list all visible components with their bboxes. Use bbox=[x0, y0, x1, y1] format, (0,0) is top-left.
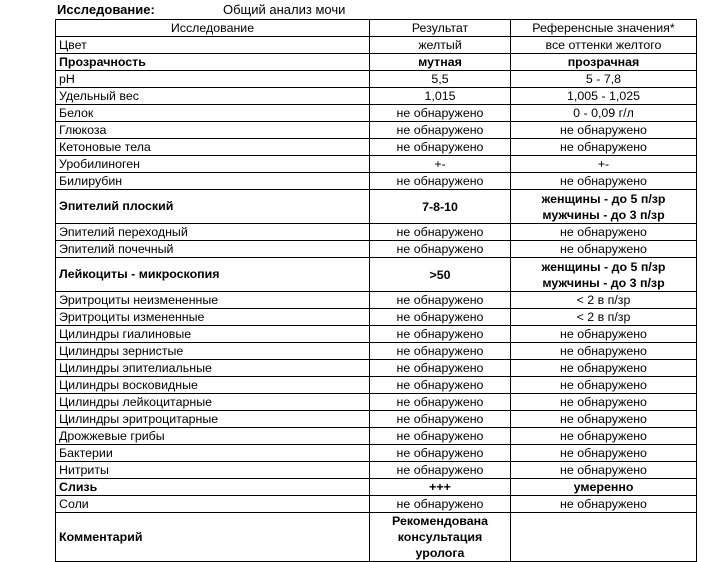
reference-cell bbox=[511, 326, 697, 343]
table-row bbox=[56, 156, 697, 173]
reference-cell bbox=[511, 190, 697, 224]
table-row bbox=[56, 445, 697, 462]
reference-cell-line: мужчины - до 3 п/зр bbox=[542, 207, 665, 222]
reference-cell-line: не обнаружено bbox=[560, 462, 647, 477]
result-cell-line: не обнаружено bbox=[396, 309, 484, 324]
column-header-reference: Референсные значения* bbox=[511, 20, 697, 37]
reference-cell-line: 0 - 0,09 г/л bbox=[573, 105, 634, 120]
study-label: Исследование: bbox=[57, 2, 155, 17]
table-row bbox=[56, 326, 697, 343]
reference-cell bbox=[511, 411, 697, 428]
test-name-cell: Эпителий переходный bbox=[56, 224, 370, 241]
reference-cell-line: не обнаружено bbox=[560, 326, 647, 341]
result-cell bbox=[370, 394, 511, 411]
result-cell-line: не обнаружено bbox=[396, 326, 484, 341]
reference-cell-line: женщины - до 5 п/зр bbox=[541, 259, 666, 274]
table-row bbox=[56, 360, 697, 377]
reference-cell-line: +- bbox=[597, 156, 610, 171]
test-name-cell: Бактерии bbox=[56, 445, 370, 462]
result-cell-line: желтый bbox=[418, 37, 462, 52]
table-row bbox=[56, 394, 697, 411]
result-cell bbox=[370, 258, 511, 292]
reference-cell bbox=[511, 479, 697, 496]
result-cell-line: не обнаружено bbox=[396, 377, 484, 392]
result-cell-line: +- bbox=[434, 156, 446, 171]
result-cell-line: не обнаружено bbox=[396, 224, 484, 239]
result-cell bbox=[370, 462, 511, 479]
test-name-cell: Белок bbox=[56, 105, 370, 122]
result-cell-line: не обнаружено bbox=[396, 241, 484, 256]
result-cell bbox=[370, 445, 511, 462]
table-row bbox=[56, 258, 697, 292]
result-cell-line: мутная bbox=[418, 54, 462, 69]
results-table bbox=[55, 19, 697, 562]
result-cell-line: 1,015 bbox=[424, 88, 456, 103]
table-row bbox=[56, 88, 697, 105]
reference-cell bbox=[511, 241, 697, 258]
table-body bbox=[56, 37, 697, 562]
result-cell bbox=[370, 241, 511, 258]
result-cell-line: Рекомендована bbox=[392, 514, 488, 528]
reference-cell-line: не обнаружено bbox=[560, 173, 647, 188]
test-name-cell: Дрожжевые грибы bbox=[56, 428, 370, 445]
table-row bbox=[56, 513, 697, 562]
test-name-cell: Слизь bbox=[56, 479, 370, 496]
reference-cell bbox=[511, 88, 697, 105]
test-name-cell: Глюкоза bbox=[56, 122, 370, 139]
result-cell-line: не обнаружено bbox=[396, 122, 484, 137]
reference-cell-line: не обнаружено bbox=[560, 122, 647, 137]
reference-cell bbox=[511, 105, 697, 122]
result-cell-line: >50 bbox=[429, 267, 451, 282]
result-cell bbox=[370, 479, 511, 496]
test-name-cell: Кетоновые тела bbox=[56, 139, 370, 156]
table-row bbox=[56, 122, 697, 139]
reference-cell bbox=[511, 37, 697, 54]
reference-cell-line: прозрачная bbox=[567, 54, 640, 69]
test-name-cell: Эритроциты неизмененные bbox=[56, 292, 370, 309]
result-cell bbox=[370, 190, 511, 224]
result-cell bbox=[370, 71, 511, 88]
result-cell-line: не обнаружено bbox=[396, 411, 484, 426]
reference-cell bbox=[511, 309, 697, 326]
test-name-cell: Соли bbox=[56, 496, 370, 513]
result-cell bbox=[370, 122, 511, 139]
table-row bbox=[56, 190, 697, 224]
result-cell-line: не обнаружено bbox=[396, 394, 484, 409]
reference-cell-line: не обнаружено bbox=[560, 394, 647, 409]
table-row bbox=[56, 343, 697, 360]
table-row bbox=[56, 241, 697, 258]
reference-cell bbox=[511, 258, 697, 292]
table-row bbox=[56, 479, 697, 496]
test-name-cell: Эпителий плоский bbox=[56, 190, 370, 224]
result-cell bbox=[370, 292, 511, 309]
result-cell-line: не обнаружено bbox=[396, 496, 484, 511]
reference-cell-line: не обнаружено bbox=[560, 360, 647, 375]
reference-cell bbox=[511, 224, 697, 241]
reference-cell-line: 5 - 7,8 bbox=[585, 71, 622, 86]
reference-cell bbox=[511, 462, 697, 479]
table-row bbox=[56, 411, 697, 428]
test-name-cell: Эпителий почечный bbox=[56, 241, 370, 258]
reference-cell bbox=[511, 377, 697, 394]
test-name-cell: Цвет bbox=[56, 37, 370, 54]
reference-cell bbox=[511, 139, 697, 156]
reference-cell-line: не обнаружено bbox=[560, 343, 647, 358]
result-cell-line: консультация уролога bbox=[397, 530, 483, 560]
result-cell-line: не обнаружено bbox=[396, 139, 484, 154]
result-cell bbox=[370, 139, 511, 156]
test-name-cell: Цилиндры зернистые bbox=[56, 343, 370, 360]
reference-cell-line: не обнаружено bbox=[560, 428, 647, 443]
table-row bbox=[56, 54, 697, 71]
reference-cell-line: < 2 в п/зр bbox=[576, 309, 631, 324]
table-row bbox=[56, 462, 697, 479]
result-cell bbox=[370, 496, 511, 513]
result-cell bbox=[370, 156, 511, 173]
result-cell bbox=[370, 309, 511, 326]
reference-cell bbox=[511, 54, 697, 71]
result-cell-line: не обнаружено bbox=[396, 428, 484, 443]
result-cell-line: 7-8-10 bbox=[422, 199, 458, 214]
reference-cell-line: не обнаружено bbox=[560, 377, 647, 392]
result-cell bbox=[370, 377, 511, 394]
table-row bbox=[56, 428, 697, 445]
test-name-cell: Цилиндры эритроцитарные bbox=[56, 411, 370, 428]
reference-cell bbox=[511, 71, 697, 88]
reference-cell-line: не обнаружено bbox=[560, 241, 647, 256]
table-row bbox=[56, 292, 697, 309]
test-name-cell: Цилиндры гиалиновые bbox=[56, 326, 370, 343]
result-cell bbox=[370, 343, 511, 360]
reference-cell-line: не обнаружено bbox=[560, 496, 647, 511]
result-cell bbox=[370, 88, 511, 105]
reference-cell bbox=[511, 445, 697, 462]
table-row bbox=[56, 173, 697, 190]
reference-cell bbox=[511, 173, 697, 190]
column-header-result: Результат bbox=[370, 20, 511, 37]
reference-cell-line: не обнаружено bbox=[560, 411, 647, 426]
result-cell bbox=[370, 224, 511, 241]
table-row bbox=[56, 105, 697, 122]
result-cell-line: не обнаружено bbox=[396, 462, 484, 477]
reference-cell bbox=[511, 513, 697, 562]
result-cell bbox=[370, 105, 511, 122]
reference-cell bbox=[511, 292, 697, 309]
test-name-cell: pH bbox=[56, 71, 370, 88]
report-header bbox=[57, 0, 697, 19]
result-cell-line: не обнаружено bbox=[396, 173, 484, 188]
test-name-cell: Цилиндры восковидные bbox=[56, 377, 370, 394]
result-cell bbox=[370, 54, 511, 71]
result-cell bbox=[370, 360, 511, 377]
test-name-cell: Уробилиноген bbox=[56, 156, 370, 173]
result-cell-line: не обнаружено bbox=[396, 292, 484, 307]
test-name-cell: Нитриты bbox=[56, 462, 370, 479]
reference-cell bbox=[511, 394, 697, 411]
reference-cell-line: не обнаружено bbox=[560, 139, 647, 154]
result-cell-line: не обнаружено bbox=[396, 105, 484, 120]
result-cell-line: не обнаружено bbox=[396, 445, 484, 460]
result-cell bbox=[370, 326, 511, 343]
result-cell-line: не обнаружено bbox=[396, 360, 484, 375]
result-cell-line: не обнаружено bbox=[396, 343, 484, 358]
reference-cell-line: < 2 в п/зр bbox=[576, 292, 631, 307]
result-cell bbox=[370, 37, 511, 54]
table-row bbox=[56, 224, 697, 241]
table-row bbox=[56, 377, 697, 394]
test-name-cell: Удельный вес bbox=[56, 88, 370, 105]
test-name-cell: Билирубин bbox=[56, 173, 370, 190]
table-header-row bbox=[56, 20, 697, 37]
reference-cell-line: не обнаружено bbox=[560, 445, 647, 460]
reference-cell bbox=[511, 343, 697, 360]
column-header-name: Исследование bbox=[56, 20, 370, 37]
test-name-cell: Лейкоциты - микроскопия bbox=[56, 258, 370, 292]
result-cell bbox=[370, 428, 511, 445]
result-cell bbox=[370, 173, 511, 190]
table-row bbox=[56, 71, 697, 88]
test-name-cell: Комментарий bbox=[56, 513, 370, 562]
reference-cell-line: все оттенки желтого bbox=[545, 37, 662, 52]
reference-cell bbox=[511, 156, 697, 173]
test-name-cell: Цилиндры лейкоцитарные bbox=[56, 394, 370, 411]
reference-cell bbox=[511, 122, 697, 139]
result-cell-line: +++ bbox=[429, 479, 451, 494]
reference-cell-line: мужчины - до 3 п/зр bbox=[542, 275, 665, 290]
result-cell bbox=[370, 411, 511, 428]
result-cell-line: 5,5 bbox=[431, 71, 449, 86]
reference-cell bbox=[511, 496, 697, 513]
table-row bbox=[56, 139, 697, 156]
table-row bbox=[56, 309, 697, 326]
test-name-cell: Эритроциты измененные bbox=[56, 309, 370, 326]
table-row bbox=[56, 37, 697, 54]
reference-cell bbox=[511, 428, 697, 445]
result-cell bbox=[370, 513, 511, 562]
reference-cell bbox=[511, 360, 697, 377]
reference-cell-line: умеренно bbox=[573, 479, 634, 494]
study-value: Общий анализ мочи bbox=[223, 2, 346, 17]
reference-cell-line: 1,005 - 1,025 bbox=[566, 88, 641, 103]
test-name-cell: Цилиндры эпителиальные bbox=[56, 360, 370, 377]
reference-cell-line: женщины - до 5 п/зр bbox=[541, 191, 666, 206]
table-row bbox=[56, 496, 697, 513]
reference-cell-line: не обнаружено bbox=[560, 224, 647, 239]
test-name-cell: Прозрачность bbox=[56, 54, 370, 71]
